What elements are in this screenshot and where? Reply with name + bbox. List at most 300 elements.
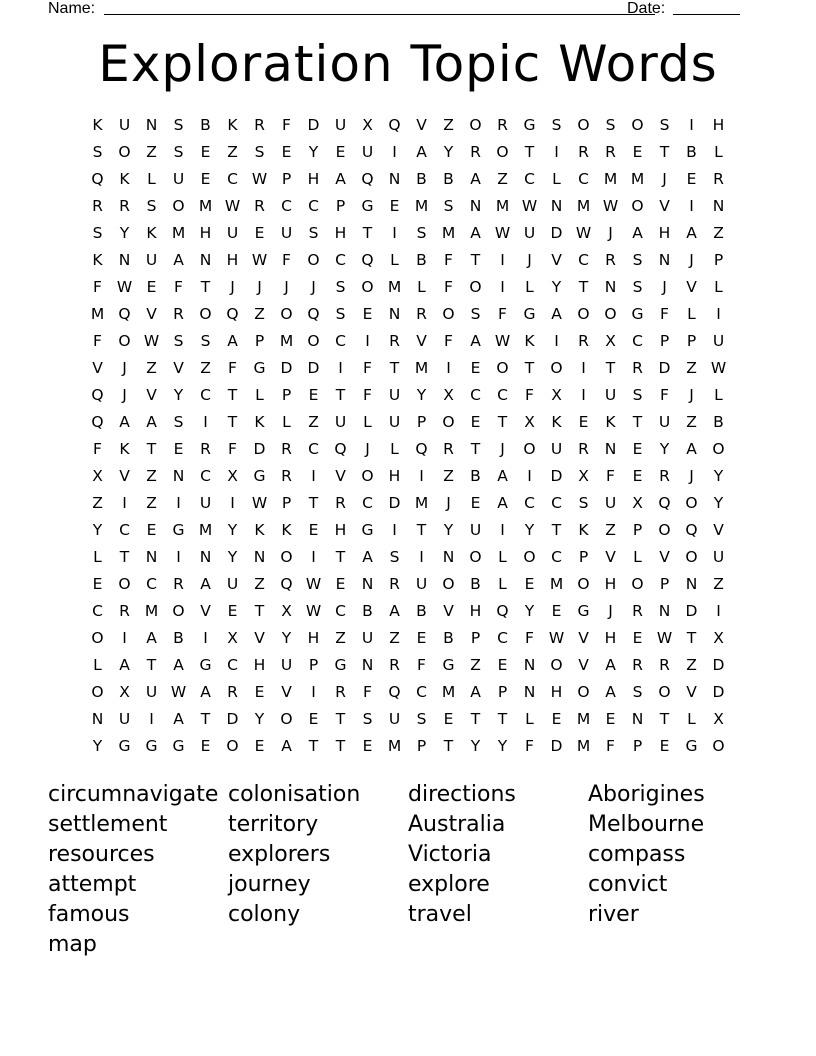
- date-label: Date:: [627, 0, 666, 17]
- grid-row: [84, 112, 732, 139]
- grid-letter: C: [632, 332, 643, 350]
- grid-letter: T: [686, 629, 697, 647]
- grid-letter: I: [365, 332, 370, 350]
- grid-letter: H: [388, 467, 401, 485]
- grid-letter: O: [712, 440, 725, 458]
- word-list: [48, 780, 788, 960]
- grid-letter: W: [575, 224, 592, 242]
- grid-letter: S: [632, 251, 643, 269]
- grid-letter: Q: [91, 413, 104, 431]
- grid-letter: U: [118, 116, 131, 134]
- grid-letter: L: [552, 170, 561, 188]
- grid-letter: R: [389, 656, 400, 674]
- grid-letter: J: [365, 440, 370, 458]
- grid-letter: U: [712, 332, 725, 350]
- grid-letter: M: [279, 332, 294, 350]
- grid-letter: I: [419, 467, 424, 485]
- grid-letter: M: [441, 683, 456, 701]
- grid-letter: X: [92, 467, 103, 485]
- grid-letter: I: [500, 521, 505, 539]
- grid-letter: E: [200, 737, 211, 755]
- grid-letter: M: [441, 224, 456, 242]
- grid-letter: U: [280, 656, 293, 674]
- grid-letter: O: [118, 332, 131, 350]
- grid-letter: S: [632, 683, 643, 701]
- grid-letter: I: [176, 494, 181, 512]
- grid-letter: C: [578, 251, 589, 269]
- grid-letter: C: [335, 251, 346, 269]
- grid-letter: R: [470, 143, 481, 161]
- grid-letter: Z: [254, 575, 265, 593]
- grid-letter: N: [145, 548, 158, 566]
- grid-letter: E: [173, 440, 184, 458]
- grid-letter: J: [689, 386, 694, 404]
- grid-letter: A: [605, 683, 616, 701]
- grid-letter: P: [254, 332, 265, 350]
- grid-letter: V: [146, 386, 157, 404]
- grid-letter: G: [172, 521, 185, 539]
- grid-letter: U: [415, 575, 428, 593]
- grid-letter: U: [550, 440, 563, 458]
- grid-letter: E: [659, 737, 670, 755]
- grid-letter: Y: [470, 737, 481, 755]
- grid-letter: O: [685, 494, 698, 512]
- grid-letter: S: [146, 197, 157, 215]
- grid-letter: Z: [713, 575, 724, 593]
- grid-letter: Q: [280, 575, 293, 593]
- grid-letter: J: [527, 251, 532, 269]
- grid-letter: D: [388, 494, 401, 512]
- grid-letter: R: [578, 332, 589, 350]
- grid-letter: J: [608, 224, 613, 242]
- grid-letter: Z: [470, 656, 481, 674]
- grid-letter: O: [307, 251, 320, 269]
- grid-row: [84, 436, 732, 463]
- grid-letter: O: [496, 143, 509, 161]
- grid-letter: I: [230, 494, 235, 512]
- grid-letter: R: [92, 197, 103, 215]
- grid-letter: O: [577, 683, 590, 701]
- grid-letter: T: [362, 224, 373, 242]
- grid-letter: U: [388, 386, 401, 404]
- grid-letter: Z: [686, 413, 697, 431]
- grid-letter: O: [577, 116, 590, 134]
- grid-letter: O: [685, 548, 698, 566]
- grid-letter: H: [550, 683, 563, 701]
- grid-letter: T: [605, 359, 616, 377]
- grid-letter: B: [443, 170, 454, 188]
- grid-letter: S: [632, 278, 643, 296]
- grid-letter: E: [416, 629, 427, 647]
- grid-letter: I: [716, 305, 721, 323]
- grid-letter: X: [713, 629, 724, 647]
- grid-letter: B: [416, 170, 427, 188]
- grid-letter: T: [227, 386, 238, 404]
- grid-letter: Y: [497, 737, 508, 755]
- grid-letter: I: [311, 683, 316, 701]
- word-list-item: colonisation: [228, 782, 361, 807]
- grid-letter: K: [92, 116, 103, 134]
- grid-letter: T: [335, 386, 346, 404]
- grid-letter: I: [311, 467, 316, 485]
- grid-row: [84, 598, 732, 625]
- grid-row: [84, 571, 732, 598]
- grid-letter: B: [173, 629, 184, 647]
- grid-letter: C: [92, 602, 103, 620]
- grid-letter: M: [171, 224, 186, 242]
- grid-letter: N: [523, 656, 536, 674]
- grid-letter: C: [119, 521, 130, 539]
- grid-row: [84, 247, 732, 274]
- grid-letter: B: [686, 143, 697, 161]
- grid-letter: F: [93, 332, 102, 350]
- grid-letter: Q: [496, 602, 509, 620]
- grid-letter: A: [686, 224, 697, 242]
- grid-letter: N: [523, 683, 536, 701]
- grid-letter: L: [390, 440, 399, 458]
- grid-letter: W: [656, 629, 673, 647]
- grid-letter: J: [230, 278, 235, 296]
- grid-letter: Z: [92, 494, 103, 512]
- word-list-row: [48, 780, 788, 810]
- grid-letter: C: [227, 656, 238, 674]
- grid-letter: E: [362, 305, 373, 323]
- word-list-item: circumnavigate: [48, 782, 219, 807]
- grid-letter: K: [254, 521, 265, 539]
- grid-letter: O: [658, 521, 671, 539]
- grid-letter: E: [362, 737, 373, 755]
- grid-letter: P: [470, 629, 481, 647]
- grid-row: [84, 220, 732, 247]
- grid-letter: L: [687, 305, 696, 323]
- grid-letter: N: [685, 575, 698, 593]
- grid-letter: N: [361, 575, 374, 593]
- grid-letter: R: [578, 143, 589, 161]
- grid-letter: V: [659, 548, 670, 566]
- word-list-item: Victoria: [408, 842, 492, 867]
- grid-letter: O: [442, 575, 455, 593]
- date-line[interactable]: [673, 14, 740, 15]
- grid-row: [84, 733, 732, 760]
- grid-letter: R: [389, 575, 400, 593]
- grid-letter: I: [149, 710, 154, 728]
- grid-letter: N: [658, 251, 671, 269]
- grid-letter: E: [443, 710, 454, 728]
- grid-letter: A: [470, 170, 481, 188]
- grid-letter: M: [90, 305, 105, 323]
- grid-letter: U: [523, 224, 536, 242]
- grid-letter: V: [659, 197, 670, 215]
- grid-letter: D: [307, 359, 320, 377]
- grid-row: [84, 679, 732, 706]
- word-list-row: [48, 930, 788, 960]
- grid-letter: A: [281, 737, 292, 755]
- grid-letter: O: [361, 467, 374, 485]
- grid-letter: C: [497, 386, 508, 404]
- grid-letter: U: [280, 224, 293, 242]
- name-line[interactable]: [104, 14, 655, 15]
- grid-letter: I: [203, 629, 208, 647]
- grid-letter: I: [419, 548, 424, 566]
- grid-letter: O: [118, 143, 131, 161]
- grid-letter: S: [173, 143, 184, 161]
- grid-letter: S: [173, 413, 184, 431]
- grid-letter: Z: [227, 143, 238, 161]
- grid-letter: Y: [551, 278, 562, 296]
- grid-letter: Z: [686, 656, 697, 674]
- worksheet-header: [48, 0, 740, 20]
- grid-letter: R: [281, 440, 292, 458]
- grid-letter: I: [716, 602, 721, 620]
- grid-letter: Y: [443, 521, 454, 539]
- grid-letter: U: [199, 494, 212, 512]
- grid-letter: V: [713, 521, 724, 539]
- grid-letter: M: [549, 575, 564, 593]
- grid-letter: U: [334, 413, 347, 431]
- grid-letter: N: [658, 602, 671, 620]
- grid-letter: E: [200, 143, 211, 161]
- grid-letter: T: [470, 710, 481, 728]
- grid-letter: E: [551, 602, 562, 620]
- grid-letter: Q: [334, 440, 347, 458]
- word-list-item: settlement: [48, 812, 168, 837]
- grid-letter: C: [470, 386, 481, 404]
- grid-letter: S: [632, 386, 643, 404]
- grid-row: [84, 490, 732, 517]
- grid-letter: T: [632, 413, 643, 431]
- grid-letter: Z: [497, 170, 508, 188]
- grid-letter: E: [524, 575, 535, 593]
- grid-letter: S: [416, 710, 427, 728]
- grid-letter: C: [308, 440, 319, 458]
- grid-letter: A: [605, 656, 616, 674]
- grid-letter: S: [551, 116, 562, 134]
- grid-letter: S: [200, 332, 211, 350]
- grid-letter: S: [335, 305, 346, 323]
- grid-letter: M: [387, 737, 402, 755]
- page-title: Exploration Topic Words: [98, 35, 718, 93]
- grid-letter: C: [335, 602, 346, 620]
- grid-letter: Y: [254, 710, 265, 728]
- grid-letter: W: [116, 278, 133, 296]
- grid-letter: P: [416, 413, 427, 431]
- grid-letter: O: [712, 737, 725, 755]
- grid-letter: O: [469, 278, 482, 296]
- grid-letter: R: [119, 602, 130, 620]
- grid-letter: T: [335, 710, 346, 728]
- grid-letter: T: [254, 602, 265, 620]
- grid-letter: T: [389, 359, 400, 377]
- grid-letter: K: [605, 413, 616, 431]
- grid-letter: S: [308, 224, 319, 242]
- grid-letter: T: [335, 737, 346, 755]
- grid-letter: O: [280, 710, 293, 728]
- grid-letter: A: [119, 656, 130, 674]
- grid-letter: N: [442, 548, 455, 566]
- grid-row: [84, 544, 732, 571]
- grid-letter: N: [145, 116, 158, 134]
- grid-letter: L: [282, 413, 291, 431]
- grid-letter: L: [363, 413, 372, 431]
- grid-letter: I: [500, 278, 505, 296]
- grid-letter: A: [173, 251, 184, 269]
- grid-letter: T: [146, 440, 157, 458]
- grid-letter: N: [199, 251, 212, 269]
- grid-letter: O: [631, 197, 644, 215]
- grid-row: [84, 301, 732, 328]
- grid-letter: U: [226, 575, 239, 593]
- grid-letter: C: [146, 575, 157, 593]
- grid-letter: E: [686, 170, 697, 188]
- grid-letter: O: [199, 305, 212, 323]
- grid-letter: G: [577, 602, 590, 620]
- letter-grid: [84, 112, 732, 760]
- grid-letter: P: [308, 656, 319, 674]
- grid-letter: K: [551, 413, 562, 431]
- grid-letter: R: [632, 602, 643, 620]
- grid-letter: T: [524, 359, 535, 377]
- grid-letter: P: [281, 386, 292, 404]
- grid-letter: X: [632, 494, 643, 512]
- grid-letter: O: [469, 548, 482, 566]
- grid-letter: V: [92, 359, 103, 377]
- grid-letter: M: [387, 278, 402, 296]
- grid-letter: Z: [308, 413, 319, 431]
- grid-letter: I: [581, 386, 586, 404]
- grid-letter: F: [660, 305, 669, 323]
- grid-letter: B: [416, 251, 427, 269]
- grid-letter: W: [494, 332, 511, 350]
- grid-letter: Q: [658, 494, 671, 512]
- grid-letter: I: [176, 548, 181, 566]
- grid-row: [84, 139, 732, 166]
- grid-letter: K: [119, 170, 130, 188]
- grid-letter: N: [550, 197, 563, 215]
- grid-letter: H: [307, 629, 320, 647]
- grid-letter: A: [119, 413, 130, 431]
- grid-letter: O: [496, 359, 509, 377]
- grid-letter: Q: [307, 305, 320, 323]
- grid-letter: R: [605, 251, 616, 269]
- grid-letter: L: [390, 251, 399, 269]
- grid-letter: S: [470, 305, 481, 323]
- grid-letter: H: [469, 602, 482, 620]
- grid-letter: X: [227, 629, 238, 647]
- grid-letter: B: [443, 629, 454, 647]
- grid-letter: U: [712, 548, 725, 566]
- grid-letter: H: [658, 224, 671, 242]
- grid-letter: S: [443, 197, 454, 215]
- grid-letter: C: [497, 629, 508, 647]
- grid-letter: I: [500, 251, 505, 269]
- grid-letter: O: [307, 332, 320, 350]
- grid-letter: E: [470, 413, 481, 431]
- grid-letter: R: [578, 440, 589, 458]
- grid-letter: L: [714, 143, 723, 161]
- grid-letter: D: [685, 602, 698, 620]
- grid-letter: T: [659, 710, 670, 728]
- grid-letter: E: [389, 197, 400, 215]
- grid-letter: Y: [308, 143, 319, 161]
- word-list-row: [48, 840, 788, 870]
- grid-letter: N: [172, 467, 185, 485]
- grid-letter: E: [632, 440, 643, 458]
- grid-letter: F: [174, 278, 183, 296]
- grid-letter: C: [308, 197, 319, 215]
- grid-letter: Q: [91, 170, 104, 188]
- word-list-item: directions: [408, 782, 516, 807]
- grid-letter: T: [551, 521, 562, 539]
- grid-letter: A: [146, 629, 157, 647]
- grid-letter: T: [146, 656, 157, 674]
- word-list-item: Aborigines: [588, 782, 705, 807]
- grid-letter: C: [578, 170, 589, 188]
- grid-letter: D: [712, 656, 725, 674]
- grid-letter: A: [497, 494, 508, 512]
- grid-letter: F: [228, 440, 237, 458]
- grid-letter: Y: [92, 737, 103, 755]
- grid-letter: R: [389, 332, 400, 350]
- grid-letter: R: [173, 305, 184, 323]
- grid-letter: N: [469, 197, 482, 215]
- grid-letter: A: [389, 602, 400, 620]
- grid-letter: S: [362, 710, 373, 728]
- grid-row: [84, 328, 732, 355]
- grid-letter: V: [578, 656, 589, 674]
- grid-letter: O: [280, 305, 293, 323]
- grid-letter: C: [200, 467, 211, 485]
- grid-letter: Z: [146, 494, 157, 512]
- grid-letter: D: [226, 710, 239, 728]
- grid-letter: V: [605, 548, 616, 566]
- word-list-item: resources: [48, 842, 155, 867]
- grid-letter: X: [578, 467, 589, 485]
- grid-letter: R: [659, 656, 670, 674]
- word-list-item: compass: [588, 842, 686, 867]
- grid-letter: C: [416, 683, 427, 701]
- grid-letter: Z: [146, 143, 157, 161]
- grid-letter: N: [631, 710, 644, 728]
- grid-row: [84, 463, 732, 490]
- grid-letter: Q: [226, 305, 239, 323]
- grid-letter: R: [416, 305, 427, 323]
- grid-letter: C: [335, 332, 346, 350]
- grid-letter: Q: [388, 116, 401, 134]
- grid-letter: F: [363, 683, 372, 701]
- grid-row: [84, 517, 732, 544]
- grid-letter: F: [282, 116, 291, 134]
- word-list-row: [48, 900, 788, 930]
- grid-letter: J: [500, 440, 505, 458]
- grid-letter: N: [118, 251, 131, 269]
- grid-letter: L: [93, 548, 102, 566]
- grid-letter: D: [712, 683, 725, 701]
- grid-letter: J: [257, 278, 262, 296]
- grid-letter: T: [659, 143, 670, 161]
- grid-letter: Y: [659, 440, 670, 458]
- grid-letter: F: [444, 251, 453, 269]
- grid-letter: L: [498, 575, 507, 593]
- grid-letter: Z: [605, 521, 616, 539]
- grid-letter: I: [122, 629, 127, 647]
- grid-letter: N: [388, 305, 401, 323]
- grid-letter: I: [338, 359, 343, 377]
- grid-letter: N: [199, 548, 212, 566]
- grid-letter: A: [200, 575, 211, 593]
- grid-letter: X: [605, 332, 616, 350]
- grid-letter: U: [361, 143, 374, 161]
- grid-letter: M: [630, 170, 645, 188]
